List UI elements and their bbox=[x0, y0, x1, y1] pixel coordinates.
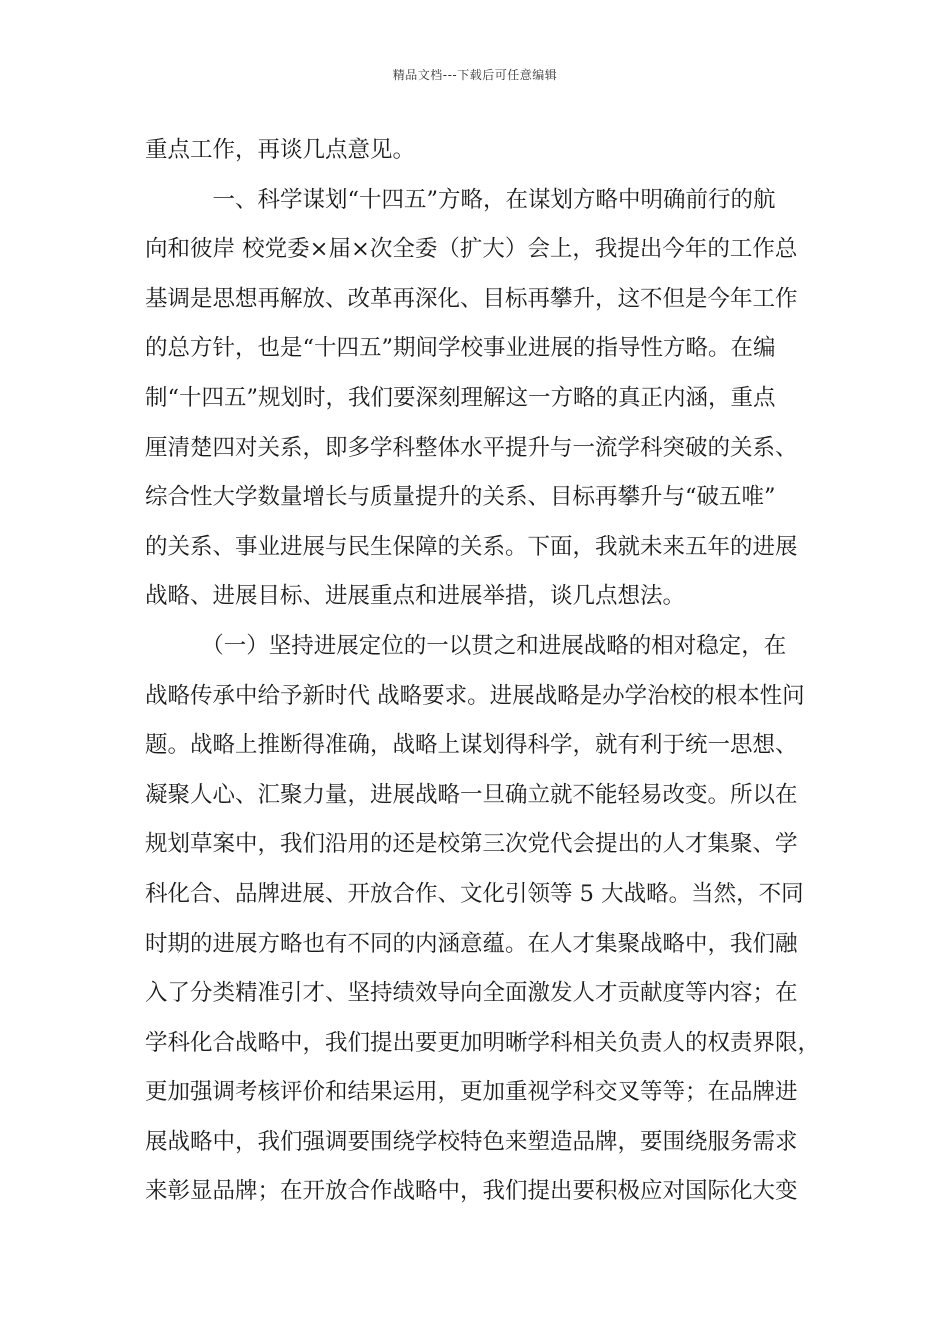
document-body bbox=[145, 130, 821, 1221]
text-line: 基调是思想再解放、改革再深化、目标再攀升，这不但是今年工作 bbox=[145, 285, 798, 312]
text-line: 战略传承中给予新时代 战略要求。进展战略是办学治校的根本性问 bbox=[145, 682, 805, 709]
text-line: 战略、进展目标、进展重点和进展举措，谈几点想法。 bbox=[145, 583, 686, 610]
text-line: 规划草案中，我们沿用的还是校第三次党代会提出的人才集聚、学 bbox=[145, 831, 798, 858]
text-line: 制“十四五”规划时，我们要深刻理解这一方略的真正内涵，重点 bbox=[145, 384, 776, 411]
text-line: 向和彼岸 校党委×届×次全委（扩大）会上，我提出今年的工作总 bbox=[145, 236, 798, 263]
text-line: 综合性大学数量增长与质量提升的关系、目标再攀升与“破五唯” bbox=[145, 484, 776, 511]
text-line: 入了分类精准引才、坚持绩效导向全面激发人才贡献度等内容；在 bbox=[145, 980, 798, 1007]
text-line: 科化合、品牌进展、开放合作、文化引领等 5 大战略。当然，不同 bbox=[145, 880, 804, 907]
text-line: （一）坚持进展定位的一以贯之和进展战略的相对稳定，在 bbox=[145, 632, 787, 659]
text-line: 时期的进展方略也有不同的内涵意蕴。在人才集聚战略中，我们融 bbox=[145, 930, 798, 957]
text-line: 重点工作，再谈几点意见。 bbox=[145, 137, 416, 163]
text-line: 的关系、事业进展与民生保障的关系。下面，我就未来五年的进展 bbox=[145, 533, 798, 560]
text-line: 题。战略上推断得准确，战略上谋划得科学，就有利于统一思想、 bbox=[145, 732, 798, 759]
text-line: 凝聚人心、汇聚力量，进展战略一旦确立就不能轻易改变。所以在 bbox=[145, 781, 798, 808]
text-line: 厘清楚四对关系，即多学科整体水平提升与一流学科突破的关系、 bbox=[145, 434, 798, 461]
text-line: 展战略中，我们强调要围绕学校特色来塑造品牌，要围绕服务需求 bbox=[145, 1128, 798, 1155]
text-line: 来彰显品牌；在开放合作战略中，我们提出要积极应对国际化大变 bbox=[145, 1178, 798, 1205]
page-header: 精品文档---下载后可任意编辑 bbox=[392, 68, 558, 82]
text-line: 学科化合战略中，我们提出要更加明晰学科相关负责人的权责界限， bbox=[145, 1029, 821, 1056]
text-line: 一、科学谋划“十四五”方略，在谋划方略中明确前行的航 bbox=[145, 186, 776, 213]
text-line: 的总方针，也是“十四五”期间学校事业进展的指导性方略。在编 bbox=[145, 335, 776, 362]
text-line: 更加强调考核评价和结果运用，更加重视学科交叉等等；在品牌进 bbox=[145, 1079, 798, 1106]
